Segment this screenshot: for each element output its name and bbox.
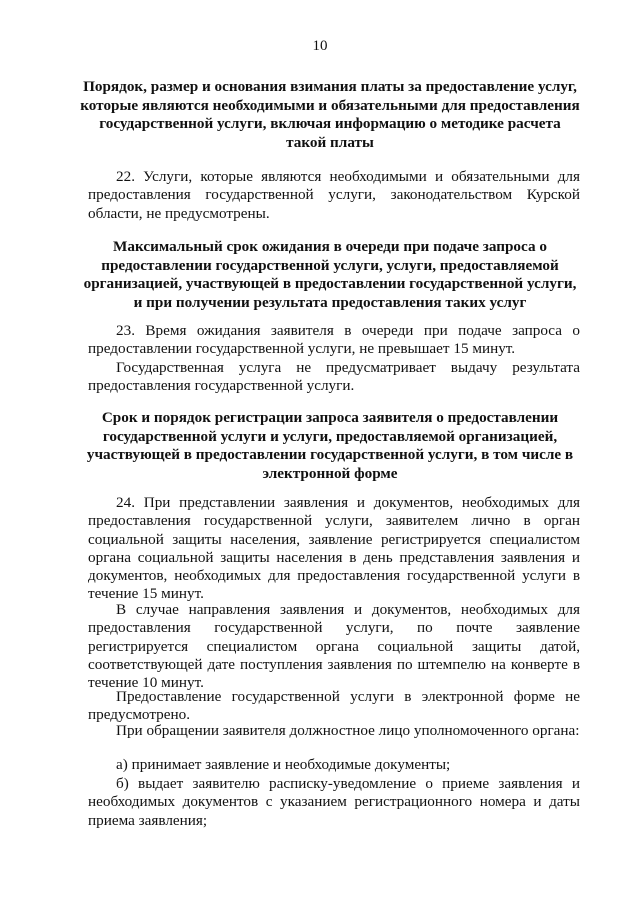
list-item-b: б) выдает заявителю расписку-уведомление о приеме заявления и необходимых документов с указанием регистрационного номера и даты приема заявления; <box>88 775 580 829</box>
paragraph-24-official: При обращении заявителя должностное лицо уполномоченного органа: <box>116 722 580 739</box>
section-heading-fee-procedure: Порядок, размер и основания взимания платы за предоставление услуг, которые являются необходимыми и обязательными для предоставления государственной услуги, включая информацию о методике расчета такой платы <box>80 78 580 151</box>
paragraph-22: 22. Услуги, которые являются необходимыми и обязательными для предоставления государственной услуги, законодательством Курской области, не предусмотрены. <box>88 168 580 222</box>
section-heading-registration: Срок и порядок регистрации запроса заявителя о предоставлении государственной услуги и услуги, предоставляемой организацией, участвующей в предоставлении государственной услуги, в том числе в электронной форме <box>86 409 574 482</box>
section-heading-queue-waiting-time: Максимальный срок ожидания в очереди при подаче запроса о предоставлении государственной услуги, услуги, предоставляемой организацией, участвующей в предоставлении государственной услуги, и при получении результата предоставления таких услуг <box>83 238 577 311</box>
paragraph-24: 24. При представлении заявления и документов, необходимых для предоставления государственной услуги, заявителем лично в орган социальной защиты населения, заявление регистрируется специалистом органа социальной защиты населения в день представления заявления и документов, необходимых для предоставления государственной услуги в течение 15 минут. <box>88 494 580 603</box>
paragraph-23-result: Государственная услуга не предусматривает выдачу результата предоставления государственной услуги. <box>88 359 580 395</box>
paragraph-23: 23. Время ожидания заявителя в очереди при подаче запроса о предоставлении государственной услуги, не превышает 15 минут. <box>88 322 580 358</box>
page-number: 10 <box>312 38 328 54</box>
paragraph-24-mail: В случае направления заявления и документов, необходимых для предоставления государственной услуги, по почте заявление регистрируется специалистом органа социальной защиты датой, соответствующей дате поступления заявления по штемпелю на конверте в течение 10 минут. <box>88 601 580 692</box>
paragraph-24-electronic: Предоставление государственной услуги в электронной форме не предусмотрено. <box>88 688 580 724</box>
list-item-a: а) принимает заявление и необходимые документы; <box>116 756 451 773</box>
